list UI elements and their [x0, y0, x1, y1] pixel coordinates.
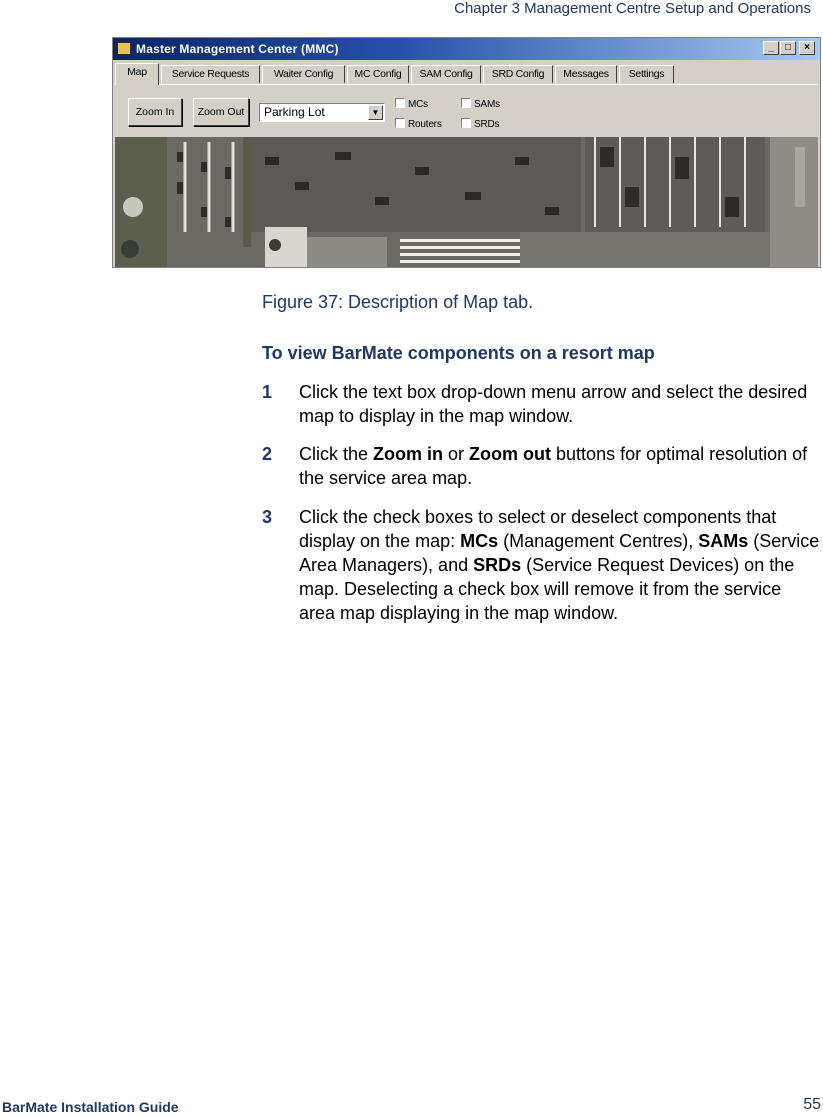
map-select[interactable] — [259, 103, 385, 122]
tab-messages[interactable]: Messages — [555, 65, 617, 83]
tab-sam-config[interactable]: SAM Config — [411, 65, 481, 83]
tab-map[interactable]: Map — [115, 63, 159, 85]
tab-srd-config[interactable]: SRD Config — [483, 65, 553, 83]
map-graphic — [115, 137, 818, 267]
text-run: or — [443, 444, 470, 464]
running-header: Chapter 3 Management Centre Setup and Operations — [454, 0, 811, 17]
tab-bar — [115, 63, 818, 85]
maximize-button[interactable]: □ — [780, 41, 796, 55]
checkbox-mcs-label: MCs — [408, 99, 428, 110]
step-text — [299, 505, 822, 625]
mcs-term: MCs — [460, 531, 499, 551]
dropdown-arrow-icon[interactable]: ▼ — [368, 105, 383, 120]
window-title: Master Management Center (MMC) — [136, 42, 339, 56]
app-icon — [117, 42, 131, 55]
tab-service-requests[interactable]: Service Requests — [161, 65, 260, 83]
tab-divider — [115, 84, 818, 85]
window-titlebar — [113, 38, 820, 60]
zoom-in-term: Zoom in — [373, 444, 444, 464]
text-run: buttons for optimal resolution of the service area map. — [299, 444, 808, 488]
checkbox-box[interactable] — [461, 118, 471, 128]
srds-term: SRDs — [473, 555, 522, 575]
section-heading: To view BarMate components on a resort map — [262, 343, 655, 363]
text-run: (Management Centres), — [498, 531, 699, 551]
checkbox-routers[interactable] — [395, 118, 442, 131]
tab-waiter-config[interactable]: Waiter Config — [262, 65, 345, 83]
checkbox-sams-label: SAMs — [474, 99, 500, 110]
checkbox-box[interactable] — [395, 118, 405, 128]
step-text — [299, 442, 822, 490]
minimize-button[interactable]: _ — [763, 41, 779, 55]
checkbox-box[interactable] — [395, 98, 405, 108]
checkbox-srds-label: SRDs — [474, 119, 500, 130]
tab-settings[interactable]: Settings — [619, 65, 674, 83]
step-number: 3 — [262, 507, 273, 527]
text-run: Click the — [299, 444, 374, 464]
aerial-map-image[interactable] — [115, 137, 818, 267]
checkbox-mcs[interactable] — [395, 98, 428, 111]
step-number: 1 — [262, 382, 273, 402]
zoom-out-button[interactable]: Zoom Out — [193, 98, 249, 126]
zoom-out-term: Zoom out — [469, 444, 552, 464]
step-text: Click the text box drop-down menu arrow and select the desired map to display in the map window. — [299, 382, 808, 426]
text-run: (Service Request Devices) on the map. Deselecting a check box will remove it from the service area map displaying in the map window. — [299, 555, 795, 623]
figure-caption: Figure 37: Description of Map tab. — [262, 292, 534, 312]
sams-term: SAMs — [698, 531, 749, 551]
text-run: Click the check boxes to select or deselect components that display on the map: — [299, 507, 777, 551]
footer-guide-title: BarMate Installation Guide — [2, 1099, 179, 1115]
mmc-window-screenshot — [112, 37, 821, 268]
checkbox-sams[interactable] — [461, 98, 500, 111]
page-number: 55 — [803, 1096, 821, 1113]
zoom-in-button[interactable]: Zoom In — [128, 98, 182, 126]
checkbox-srds[interactable] — [461, 118, 499, 131]
tab-mc-config[interactable]: MC Config — [347, 65, 409, 83]
checkbox-routers-label: Routers — [408, 119, 442, 130]
text-run: (Service Area Managers), and — [299, 531, 820, 575]
step-number: 2 — [262, 444, 273, 464]
checkbox-box[interactable] — [461, 98, 471, 108]
close-button[interactable]: × — [799, 41, 815, 55]
map-select-value: Parking Lot — [264, 105, 325, 119]
